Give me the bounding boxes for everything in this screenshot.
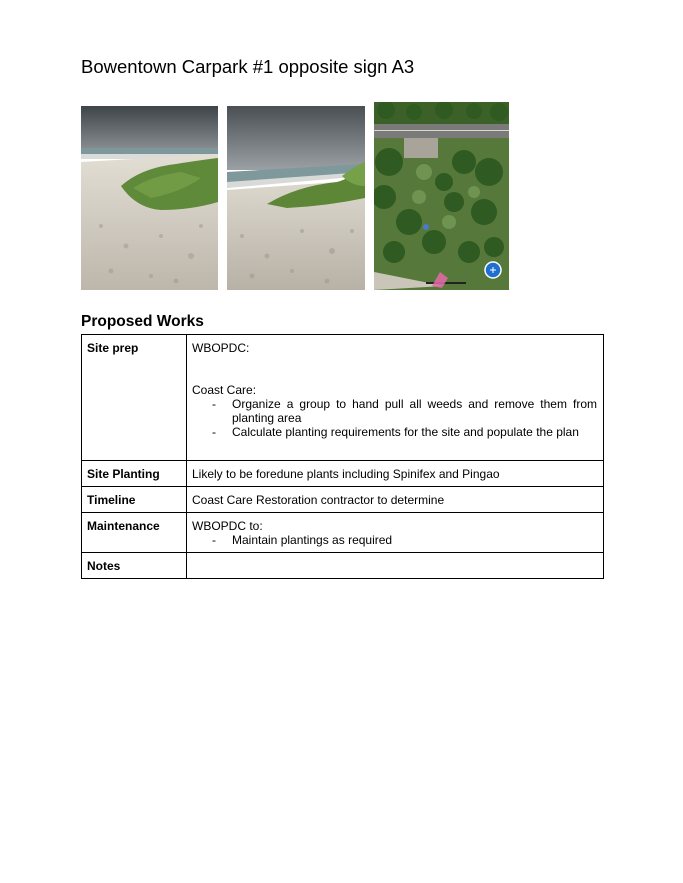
table-row — [82, 461, 604, 487]
table-row — [82, 513, 604, 553]
list-item — [192, 425, 597, 439]
table-row — [82, 553, 604, 579]
row-label: Timeline — [82, 487, 187, 513]
list-item — [192, 533, 597, 547]
site-prep-line — [192, 369, 598, 383]
site-prep-line: Coast Care: — [192, 383, 257, 397]
section-heading: Proposed Works — [81, 313, 204, 330]
row-content: Likely to be foredune plants including Spinifex and Pingao — [187, 461, 604, 487]
row-label: Notes — [82, 553, 187, 579]
site-prep-line: WBOPDC: — [192, 341, 250, 355]
list-item-text: Calculate planting requirements for the site and populate the plan — [232, 425, 579, 439]
bullet-marker: - — [212, 533, 216, 547]
bullet-list — [192, 533, 598, 547]
aerial-map-photo — [374, 102, 509, 290]
table-row — [82, 487, 604, 513]
page-title: Bowentown Carpark #1 opposite sign A3 — [81, 56, 415, 77]
bullet-marker: - — [212, 397, 216, 411]
row-content — [187, 553, 604, 579]
beach-dune-photo-1 — [81, 106, 218, 290]
list-item — [192, 397, 597, 425]
row-label: Site Planting — [82, 461, 187, 487]
bullet-marker: - — [212, 425, 216, 439]
maintenance-line: WBOPDC to: — [192, 519, 263, 533]
beach-dune-photo-2 — [227, 106, 365, 290]
row-content — [187, 335, 604, 461]
row-label: Site prep — [82, 335, 187, 461]
list-item-text: Organize a group to hand pull all weeds and remove them from planting area — [232, 397, 597, 425]
bullet-list — [192, 397, 598, 439]
row-label: Maintenance — [82, 513, 187, 553]
row-content: Coast Care Restoration contractor to determine — [187, 487, 604, 513]
proposed-works-table — [81, 334, 604, 579]
site-prep-line — [192, 355, 598, 369]
table-row — [82, 335, 604, 461]
row-content — [187, 513, 604, 553]
list-item-text: Maintain plantings as required — [232, 533, 393, 547]
